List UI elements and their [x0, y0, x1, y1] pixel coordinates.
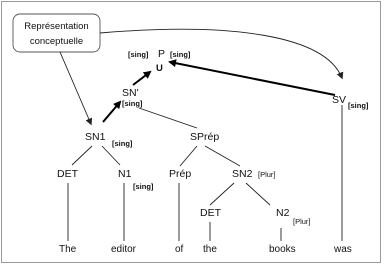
p-feature-left: [sing] [128, 50, 149, 59]
node-sn2: SN2 [232, 168, 253, 180]
edge-sprep-sn2 [205, 146, 240, 166]
node-sn1: SN1 [85, 131, 106, 143]
sn1-feature: [sing] [112, 139, 133, 148]
node-sn-prime: SN' [122, 87, 139, 99]
arrow-snprime-to-p [133, 72, 150, 85]
edge-snprime-sprep [139, 108, 197, 128]
node-det2: DET [200, 207, 221, 219]
word-books: books [269, 244, 296, 255]
sn2-feature: [Plur] [258, 170, 276, 179]
node-u: U [156, 63, 163, 74]
n2-feature: [Plur] [293, 217, 311, 226]
p-feature-right: [sing] [170, 50, 191, 59]
word-of: of [175, 244, 184, 255]
node-n1: N1 [118, 168, 132, 180]
edge-sn1-det1 [72, 146, 92, 165]
node-p: P [158, 48, 166, 60]
edge-sn1-n1 [102, 146, 120, 165]
concept-box-line2: conceptuelle [29, 36, 84, 47]
n1-feature: [sing] [133, 182, 154, 191]
edge-sprep-prep [180, 146, 197, 166]
concept-box-line1: Représentation [24, 21, 89, 32]
word-the-2: the [203, 244, 217, 255]
node-sprep: SPrép [190, 131, 220, 143]
edge-sn2-det2 [210, 183, 234, 205]
node-n2: N2 [276, 207, 290, 219]
arrow-sv-to-p [170, 62, 335, 95]
word-editor: editor [111, 244, 137, 255]
word-was: was [334, 244, 352, 255]
sv-feature: [sing] [348, 101, 369, 110]
node-det1: DET [57, 168, 78, 180]
word-the-1: The [59, 244, 77, 255]
arrow-sn1-to-snprime [103, 102, 120, 122]
arrow-concept-to-sn1 [60, 52, 91, 124]
node-prep: Prép [169, 168, 192, 180]
node-sv: SV [332, 94, 347, 106]
sn-prime-feature: [sing] [122, 99, 143, 108]
edge-sn2-n2 [246, 183, 270, 205]
